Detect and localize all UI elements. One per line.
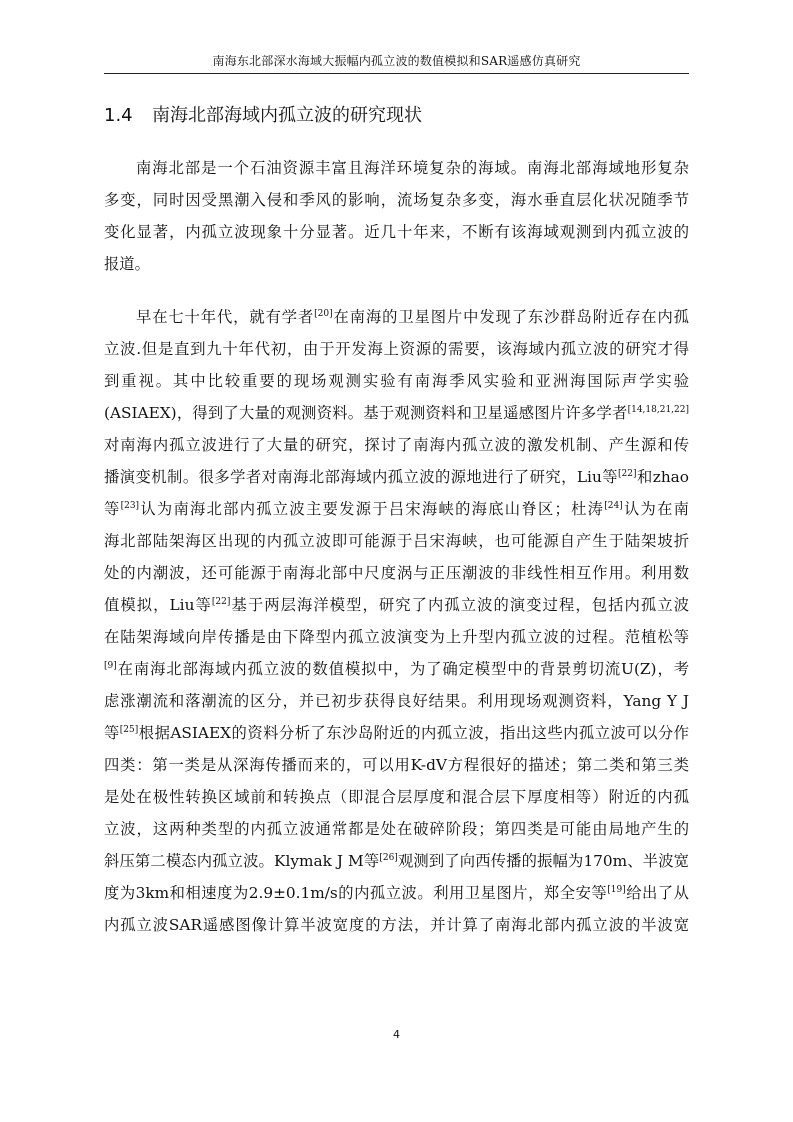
text-segment: 和zhao — [636, 468, 689, 486]
text-segment: 海北部陆架海区出现的内孤立波即可能源于吕宋海峡，也可能源自产生于陆架坡折 — [104, 532, 689, 550]
text-segment: 斜压第二模态内孤立波。Klymak J M等 — [104, 852, 380, 870]
paragraph-line — [104, 432, 689, 458]
text-segment: 四类：第一类是从深海传播而来的，可以用K-dV方程很好的描述；第二类和第三类 — [104, 756, 689, 774]
text-segment: 等 — [104, 500, 121, 518]
citation-marker[interactable]: [26] — [379, 853, 398, 863]
section-title: 南海北部海域内孤立波的研究现状 — [152, 105, 422, 126]
text-segment: 处的内潮波，还可能源于南海北部中尺度涡与正压潮波的非线性相互作用。利用数 — [104, 564, 689, 582]
paragraph-line — [104, 336, 689, 362]
paragraph-line — [104, 816, 689, 842]
paragraph-line — [104, 496, 689, 522]
citation-marker[interactable]: [25] — [119, 725, 139, 735]
text-segment: 根据ASIAEX的资料分析了东沙岛附近的内孤立波，指出这些内孤立波可以分作 — [138, 724, 689, 742]
paragraph-2 — [104, 304, 689, 1024]
paragraph-line — [104, 848, 689, 874]
text-segment: 在南海的卫星图片中发现了东沙群岛附近存在内孤 — [332, 308, 689, 326]
paragraph-line — [104, 560, 689, 586]
citation-marker[interactable]: [24] — [604, 501, 623, 511]
paragraph-line: 变化显著，内孤立波现象十分显著。近几十年来，不断有该海域观测到内孤立波的 — [104, 223, 689, 241]
paragraph-line — [104, 880, 689, 906]
paragraph-line — [104, 464, 689, 490]
text-segment: 虑涨潮流和落潮流的区分，并已初步获得良好结果。利用现场观测资料，Yang Y J — [104, 692, 689, 710]
paragraph-line — [104, 752, 689, 778]
citation-marker[interactable]: [19] — [607, 885, 626, 895]
paragraph-line — [104, 592, 689, 618]
text-segment: 值模拟，Liu等 — [104, 596, 212, 614]
citation-marker[interactable]: [14,18,21,22] — [627, 405, 689, 415]
paragraph-line — [104, 368, 689, 394]
text-segment: 立波，这两种类型的内孤立波通常都是处在破碎阶段；第四类是可能由局地产生的 — [104, 820, 689, 838]
running-header: 南海东北部深水海域大振幅内孤立波的数值模拟和SAR遥感仿真研究 — [212, 54, 581, 68]
paragraph-line — [104, 720, 689, 746]
text-segment: 观测到了向西传播的振幅为170m、半波宽 — [397, 852, 689, 870]
paragraph-line — [104, 656, 689, 682]
text-segment: 播演变机制。很多学者对南海北部海域内孤立波的源地进行了研究，Liu等 — [104, 468, 619, 486]
section-number: 1.4 — [104, 105, 133, 126]
paragraph-line: 报道。 — [104, 255, 150, 273]
paragraph-line — [104, 688, 689, 714]
page-number: 4 — [393, 1028, 400, 1041]
citation-marker[interactable]: [20] — [314, 309, 333, 319]
paragraph-line — [104, 528, 689, 554]
paragraph-line — [104, 784, 689, 810]
paragraph-line — [104, 912, 689, 938]
text-segment: 基于两层海洋模型，研究了内孤立波的演变过程，包括内孤立波 — [230, 596, 689, 614]
text-segment: 认为在南 — [622, 500, 689, 518]
header-rule — [104, 73, 689, 74]
text-segment: 认为南海北部内孤立波主要发源于吕宋海峡的海底山脊区；杜涛 — [139, 500, 605, 518]
paragraph-1 — [104, 155, 689, 285]
citation-marker[interactable]: [9] — [104, 661, 117, 671]
text-segment: 给出了从 — [625, 884, 689, 902]
text-segment: 在陆架海域向岸传播是由下降型内孤立波演变为上升型内孤立波的过程。范植松等 — [104, 628, 689, 646]
text-segment: 对南海内孤立波进行了大量的研究，探讨了南海内孤立波的激发机制、产生源和传 — [104, 436, 689, 454]
text-segment: 到重视。其中比较重要的现场观测实验有南海季风实验和亚洲海国际声学实验 — [104, 372, 689, 390]
text-segment: 内孤立波SAR遥感图像计算半波宽度的方法，并计算了南海北部内孤立波的半波宽 — [104, 916, 689, 934]
section-heading — [104, 103, 422, 129]
text-segment: 等 — [104, 724, 120, 742]
citation-marker[interactable]: [23] — [120, 501, 140, 511]
paragraph-line: 多变，同时因受黑潮入侵和季风的影响，流场复杂多变，海水垂直层化状况随季节 — [104, 191, 689, 209]
paragraph-line — [104, 304, 689, 330]
text-segment: 是处在极性转换区域前和转换点（即混合层厚度和混合层下厚度相等）附近的内孤 — [104, 788, 689, 806]
text-segment: 度为3km和相速度为2.9±0.1m/s的内孤立波。利用卫星图片，郑全安等 — [104, 884, 608, 902]
paragraph-line — [104, 624, 689, 650]
text-segment: 在南海北部海域内孤立波的数值模拟中，为了确定模型中的背景剪切流U(Z)，考 — [116, 660, 689, 678]
paragraph-line — [104, 400, 689, 426]
citation-marker[interactable]: [22] — [211, 597, 231, 607]
text-segment: 立波.但是直到九十年代初，由于开发海上资源的需要，该海域内孤立波的研究才得 — [104, 340, 689, 358]
text-segment: (ASIAEX)，得到了大量的观测资料。基于观测资料和卫星遥感图片许多学者 — [104, 404, 628, 422]
text-segment: 早在七十年代，就有学者 — [136, 308, 315, 326]
paragraph-line: 南海北部是一个石油资源丰富且海洋环境复杂的海域。南海北部海域地形复杂 — [136, 159, 689, 177]
citation-marker[interactable]: [22] — [618, 469, 637, 479]
